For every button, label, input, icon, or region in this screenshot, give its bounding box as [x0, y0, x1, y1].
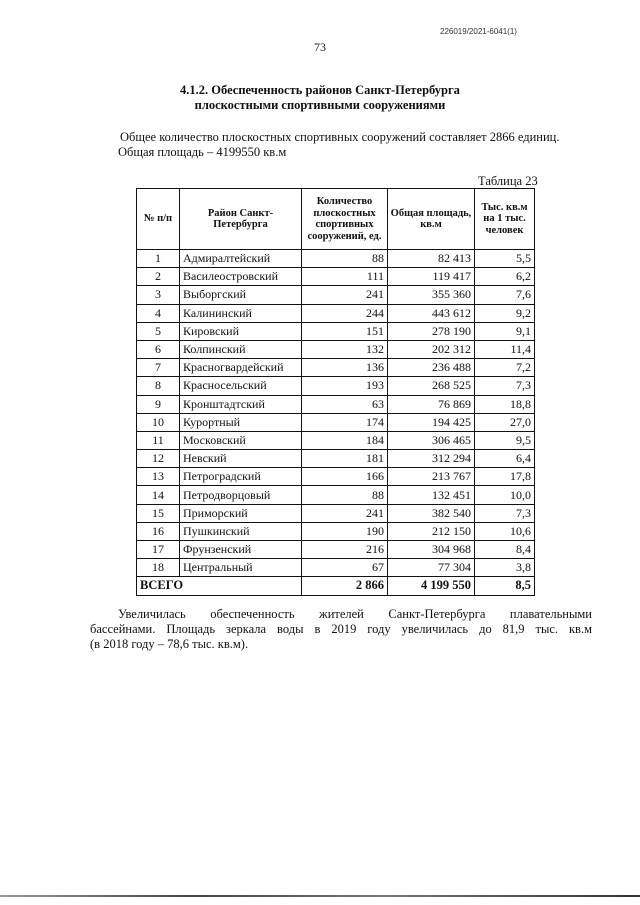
cell-num: 16	[137, 522, 180, 540]
total-count: 2 866	[302, 577, 388, 595]
cell-district: Курортный	[180, 413, 302, 431]
cell-per-capita: 10,0	[475, 486, 535, 504]
cell-per-capita: 3,8	[475, 559, 535, 577]
cell-per-capita: 6,2	[475, 268, 535, 286]
table-row	[137, 541, 535, 559]
cell-per-capita: 11,4	[475, 340, 535, 358]
page-number: 73	[314, 40, 326, 54]
cell-area: 236 488	[388, 359, 475, 377]
cell-count: 63	[302, 395, 388, 413]
cell-num: 13	[137, 468, 180, 486]
cell-per-capita: 7,3	[475, 377, 535, 395]
table-row	[137, 359, 535, 377]
scan-edge-line	[0, 895, 640, 897]
cell-area: 212 150	[388, 522, 475, 540]
cell-num: 18	[137, 559, 180, 577]
cell-district: Калининский	[180, 304, 302, 322]
cell-per-capita: 7,6	[475, 286, 535, 304]
cell-district: Красносельский	[180, 377, 302, 395]
cell-count: 88	[302, 486, 388, 504]
cell-num: 5	[137, 322, 180, 340]
cell-area: 268 525	[388, 377, 475, 395]
cell-count: 166	[302, 468, 388, 486]
cell-per-capita: 10,6	[475, 522, 535, 540]
cell-count: 88	[302, 250, 388, 268]
table-row	[137, 450, 535, 468]
cell-area: 82 413	[388, 250, 475, 268]
cell-district: Петродворцовый	[180, 486, 302, 504]
cell-count: 184	[302, 431, 388, 449]
cell-area: 194 425	[388, 413, 475, 431]
intro-paragraph	[120, 130, 590, 159]
cell-area: 304 968	[388, 541, 475, 559]
cell-num: 11	[137, 431, 180, 449]
cell-area: 382 540	[388, 504, 475, 522]
table-row	[137, 322, 535, 340]
total-label: ВСЕГО	[137, 577, 302, 595]
table-row	[137, 304, 535, 322]
cell-area: 278 190	[388, 322, 475, 340]
table-row	[137, 340, 535, 358]
table-row	[137, 395, 535, 413]
cell-area: 119 417	[388, 268, 475, 286]
table-row	[137, 268, 535, 286]
cell-district: Пушкинский	[180, 522, 302, 540]
total-per-capita: 8,5	[475, 577, 535, 595]
section-heading	[0, 83, 640, 113]
cell-area: 443 612	[388, 304, 475, 322]
cell-area: 202 312	[388, 340, 475, 358]
table-row	[137, 413, 535, 431]
cell-count: 132	[302, 340, 388, 358]
cell-per-capita: 7,3	[475, 504, 535, 522]
cell-num: 3	[137, 286, 180, 304]
cell-num: 2	[137, 268, 180, 286]
cell-count: 67	[302, 559, 388, 577]
table-row	[137, 559, 535, 577]
district-stats-table	[136, 188, 535, 596]
cell-num: 12	[137, 450, 180, 468]
cell-num: 9	[137, 395, 180, 413]
cell-district: Кронштадтский	[180, 395, 302, 413]
cell-area: 77 304	[388, 559, 475, 577]
cell-per-capita: 9,5	[475, 431, 535, 449]
table-total-row	[137, 577, 535, 595]
cell-district: Московский	[180, 431, 302, 449]
heading-line-1: 4.1.2. Обеспеченность районов Санкт-Петербурга	[180, 83, 460, 97]
cell-area: 306 465	[388, 431, 475, 449]
outro-line-1: Увеличилась обеспеченность жителей Санкт-Петербурга плавательными	[118, 607, 592, 621]
cell-per-capita: 17,8	[475, 468, 535, 486]
cell-district: Центральный	[180, 559, 302, 577]
outro-line-3: (в 2018 году – 78,6 тыс. кв.м).	[90, 637, 249, 651]
cell-count: 241	[302, 504, 388, 522]
intro-line-1: Общее количество плоскостных спортивных сооружений составляет 2866 единиц.	[120, 130, 560, 144]
cell-count: 190	[302, 522, 388, 540]
cell-num: 8	[137, 377, 180, 395]
header-area: Общая площадь, кв.м	[388, 189, 475, 250]
cell-num: 17	[137, 541, 180, 559]
cell-area: 213 767	[388, 468, 475, 486]
cell-num: 6	[137, 340, 180, 358]
cell-per-capita: 9,2	[475, 304, 535, 322]
total-area: 4 199 550	[388, 577, 475, 595]
cell-count: 241	[302, 286, 388, 304]
cell-area: 355 360	[388, 286, 475, 304]
table-caption: Таблица 23	[478, 174, 538, 188]
cell-per-capita: 6,4	[475, 450, 535, 468]
cell-district: Петроградский	[180, 468, 302, 486]
cell-per-capita: 5,5	[475, 250, 535, 268]
cell-per-capita: 7,2	[475, 359, 535, 377]
cell-num: 4	[137, 304, 180, 322]
cell-count: 244	[302, 304, 388, 322]
cell-count: 111	[302, 268, 388, 286]
table-header-row	[137, 189, 535, 250]
cell-per-capita: 18,8	[475, 395, 535, 413]
cell-per-capita: 8,4	[475, 541, 535, 559]
cell-area: 76 869	[388, 395, 475, 413]
cell-district: Приморский	[180, 504, 302, 522]
intro-line-2: Общая площадь – 4199550 кв.м	[118, 144, 287, 159]
cell-count: 136	[302, 359, 388, 377]
cell-num: 14	[137, 486, 180, 504]
header-num: № п/п	[137, 189, 180, 250]
cell-area: 312 294	[388, 450, 475, 468]
cell-num: 7	[137, 359, 180, 377]
header-count: Количество плоскостных спортивных сооружений, ед.	[302, 189, 388, 250]
cell-num: 10	[137, 413, 180, 431]
cell-num: 15	[137, 504, 180, 522]
table-row	[137, 522, 535, 540]
table-row	[137, 377, 535, 395]
document-id: 226019/2021-6041(1)	[440, 27, 517, 36]
cell-num: 1	[137, 250, 180, 268]
cell-district: Выборгский	[180, 286, 302, 304]
cell-count: 193	[302, 377, 388, 395]
cell-area: 132 451	[388, 486, 475, 504]
cell-district: Адмиралтейский	[180, 250, 302, 268]
table-row	[137, 486, 535, 504]
outro-paragraph	[90, 607, 592, 652]
outro-line-2: бассейнами. Площадь зеркала воды в 2019 году увеличилась до 81,9 тыс. кв.м	[90, 622, 592, 636]
cell-district: Василеостровский	[180, 268, 302, 286]
cell-count: 181	[302, 450, 388, 468]
header-per-capita: Тыс. кв.м на 1 тыс. человек	[475, 189, 535, 250]
table-row	[137, 504, 535, 522]
cell-district: Невский	[180, 450, 302, 468]
heading-line-2: плоскостными спортивными сооружениями	[194, 98, 446, 112]
cell-per-capita: 9,1	[475, 322, 535, 340]
cell-count: 216	[302, 541, 388, 559]
header-district: Район Санкт-Петербурга	[180, 189, 302, 250]
cell-per-capita: 27,0	[475, 413, 535, 431]
table-row	[137, 431, 535, 449]
cell-count: 151	[302, 322, 388, 340]
table-row	[137, 250, 535, 268]
table-row	[137, 468, 535, 486]
cell-district: Кировский	[180, 322, 302, 340]
table-row	[137, 286, 535, 304]
cell-district: Красногвардейский	[180, 359, 302, 377]
cell-district: Колпинский	[180, 340, 302, 358]
cell-district: Фрунзенский	[180, 541, 302, 559]
cell-count: 174	[302, 413, 388, 431]
